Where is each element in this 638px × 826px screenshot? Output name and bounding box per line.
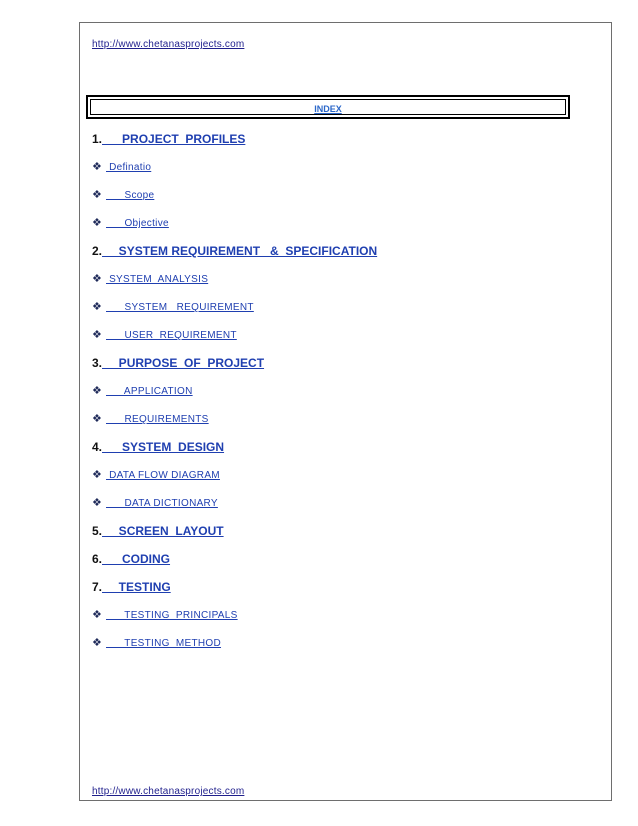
subitem-link[interactable]: SYSTEM REQUIREMENT <box>106 302 254 313</box>
diamond-bullet-icon: ❖ <box>92 637 102 649</box>
subitem-link[interactable]: DATA DICTIONARY <box>106 498 218 509</box>
section-number: 5. <box>92 524 103 538</box>
index-title[interactable]: INDEX <box>314 104 342 114</box>
footer-url[interactable]: http://www.chetanasprojects.com <box>92 786 245 797</box>
diamond-bullet-icon: ❖ <box>92 609 102 621</box>
subitem-link[interactable]: TESTING PRINCIPALS <box>106 610 238 621</box>
diamond-bullet-icon: ❖ <box>92 217 102 229</box>
toc-subitem <box>92 158 592 186</box>
section-number: 7. <box>92 580 103 594</box>
subitem-link[interactable]: USER REQUIREMENT <box>106 330 237 341</box>
section-link[interactable]: PURPOSE OF PROJECT <box>102 356 265 370</box>
section-number: 3. <box>92 356 103 370</box>
section-number: 2. <box>92 244 103 258</box>
section-link[interactable]: TESTING <box>102 580 171 594</box>
toc-section <box>92 522 592 550</box>
toc-section <box>92 130 592 158</box>
table-of-contents <box>92 130 592 662</box>
diamond-bullet-icon: ❖ <box>92 189 102 201</box>
toc-subitem <box>92 634 592 662</box>
subitem-link[interactable]: Scope <box>106 190 155 201</box>
toc-subitem <box>92 270 592 298</box>
diamond-bullet-icon: ❖ <box>92 413 102 425</box>
index-inner-frame <box>90 99 566 115</box>
diamond-bullet-icon: ❖ <box>92 161 102 173</box>
toc-section <box>92 242 592 270</box>
diamond-bullet-icon: ❖ <box>92 301 102 313</box>
subitem-link[interactable]: REQUIREMENTS <box>106 414 209 425</box>
toc-subitem <box>92 298 592 326</box>
toc-subitem <box>92 186 592 214</box>
diamond-bullet-icon: ❖ <box>92 273 102 285</box>
diamond-bullet-icon: ❖ <box>92 385 102 397</box>
section-link[interactable]: SYSTEM REQUIREMENT & SPECIFICATION <box>102 244 378 258</box>
toc-subitem <box>92 466 592 494</box>
section-link[interactable]: SYSTEM DESIGN <box>102 440 225 454</box>
index-box <box>86 95 570 119</box>
toc-subitem <box>92 410 592 438</box>
toc-subitem <box>92 606 592 634</box>
section-link[interactable]: SCREEN LAYOUT <box>102 524 224 538</box>
diamond-bullet-icon: ❖ <box>92 329 102 341</box>
toc-section <box>92 550 592 578</box>
section-number: 6. <box>92 552 103 566</box>
toc-subitem <box>92 214 592 242</box>
toc-subitem <box>92 382 592 410</box>
diamond-bullet-icon: ❖ <box>92 497 102 509</box>
toc-subitem <box>92 494 592 522</box>
subitem-link[interactable]: APPLICATION <box>106 386 193 397</box>
subitem-link[interactable]: Objective <box>106 218 169 229</box>
subitem-link[interactable]: DATA FLOW DIAGRAM <box>106 470 220 481</box>
subitem-link[interactable]: SYSTEM ANALYSIS <box>106 274 209 285</box>
diamond-bullet-icon: ❖ <box>92 469 102 481</box>
toc-section <box>92 438 592 466</box>
section-number: 1. <box>92 132 103 146</box>
toc-section <box>92 354 592 382</box>
section-number: 4. <box>92 440 103 454</box>
section-link[interactable]: CODING <box>102 552 171 566</box>
section-link[interactable]: PROJECT PROFILES <box>102 132 246 146</box>
toc-subitem <box>92 326 592 354</box>
header-url[interactable]: http://www.chetanasprojects.com <box>92 39 245 50</box>
toc-section <box>92 578 592 606</box>
subitem-link[interactable]: Definatio <box>106 162 152 173</box>
subitem-link[interactable]: TESTING METHOD <box>106 638 222 649</box>
